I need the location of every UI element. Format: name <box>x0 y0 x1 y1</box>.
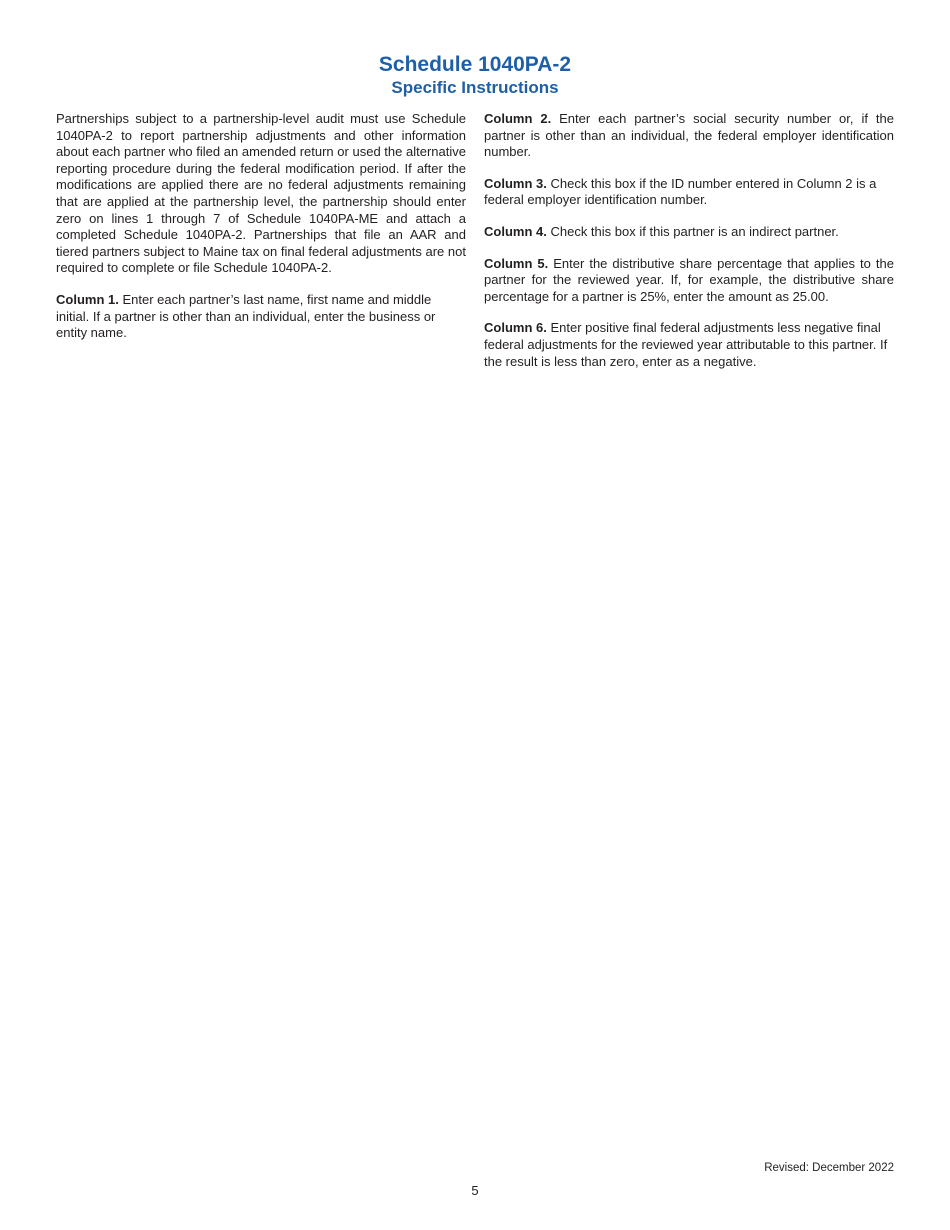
left-column <box>56 111 466 342</box>
column-5-text: Enter the distributive share percentage that applies to the partner for the reviewed year. If, for example, the distributive share percentage for a partner is 25%, enter the amount as 25.00. <box>484 255 894 304</box>
column-2-text: Enter each partner’s social security number or, if the partner is other than an individual, the federal employer identification number. <box>484 111 894 160</box>
column-5-instruction <box>484 256 894 306</box>
column-6-instruction <box>484 320 894 370</box>
column-6-text: Enter positive final federal adjustments less negative final federal adjustments for the reviewed year attributable to this partner. If the result is less than zero, enter as a negative. <box>484 320 888 369</box>
column-5-heading: Column 5. <box>484 255 549 271</box>
revision-date: Revised: December 2022 <box>764 1162 894 1174</box>
intro-paragraph: Partnerships subject to a partnership-level audit must use Schedule 1040PA-2 to report partnership adjustments and other information about each partner who filed an amended return or used the alternative reporting procedure during the federal modification period. If after the modifications are applied there are no federal adjustments remaining that are applied at the partnership level, the partnership should enter zero on lines 1 through 7 of Schedule 1040PA-ME and attach a completed Schedule 1040PA-2. Partnerships that file an AAR and tiered partners subject to Maine tax on final federal adjustments are not required to complete or file Schedule 1040PA-2. <box>56 111 466 276</box>
right-column <box>484 111 894 370</box>
page-number: 5 <box>471 1183 479 1198</box>
column-4-instruction <box>484 224 894 241</box>
column-2-heading: Column 2. <box>484 111 552 126</box>
column-4-heading: Column 4. <box>484 223 547 239</box>
column-1-heading: Column 1. <box>56 291 119 307</box>
column-1-instruction <box>56 292 466 342</box>
column-4-text: Check this box if this partner is an indirect partner. <box>550 223 839 239</box>
column-2-instruction <box>484 111 894 161</box>
column-1-text: Enter each partner’s last name, first name and middle initial. If a partner is other than an individual, enter the business or entity name. <box>56 291 436 341</box>
page-subtitle: Specific Instructions <box>391 78 559 97</box>
page-header <box>0 52 950 98</box>
column-6-heading: Column 6. <box>484 320 547 336</box>
column-3-text: Check this box if the ID number entered in Column 2 is a federal employer identification number. <box>484 175 877 208</box>
column-3-heading: Column 3. <box>484 175 547 191</box>
column-3-instruction <box>484 176 894 209</box>
page-title: Schedule 1040PA-2 <box>378 53 572 76</box>
